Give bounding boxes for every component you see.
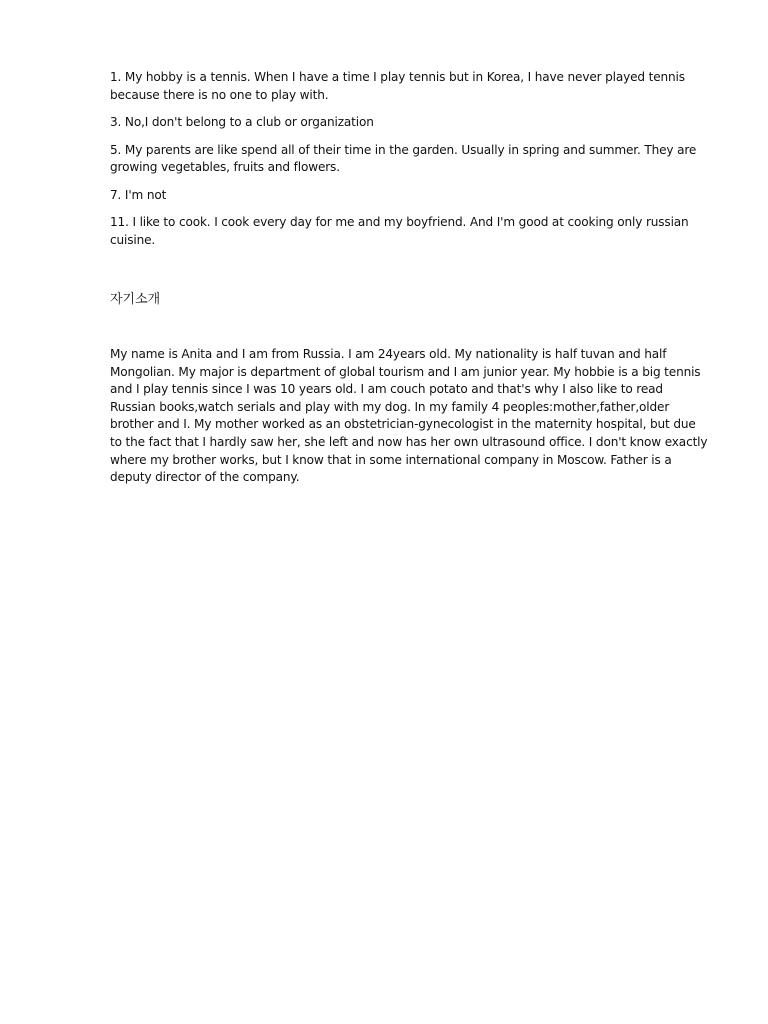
answer-1: 1. My hobby is a tennis. When I have a time I play tennis but in Korea, I have never played tennis because there is no one to play with. <box>110 70 685 102</box>
self-intro-heading: 자기소개 <box>110 292 161 307</box>
document-page <box>110 69 710 487</box>
self-intro-body: My name is Anita and I am from Russia. I am 24years old. My nationality is half tuvan and half Mongolian. My major is department of global tourism and I am junior year. My hobbie is a big tennis and I play tennis since I was 10 years old. I am couch potato and that's why I also like to read Russian books,watch serials and play with my dog. In my family 4 peoples:mother,father,older brother and I. My mother worked as an obstetrician-gynecologist in the maternity hospital, but due to the fact that I hardly saw her, she left and now has her own ultrasound office. I don't know exactly where my brother works, but I know that in some international company in Moscow. Father is a deputy director of the company. <box>110 347 708 485</box>
answer-11: 11. I like to cook. I cook every day for me and my boyfriend. And I'm good at cooking only russian cuisine. <box>110 215 689 247</box>
answer-3: 3. No,I don't belong to a club or organization <box>110 115 374 129</box>
answer-7: 7. I'm not <box>110 187 167 202</box>
answer-5: 5. My parents are like spend all of their time in the garden. Usually in spring and summer. They are growing vegetables, fruits and flowers. <box>110 142 697 174</box>
